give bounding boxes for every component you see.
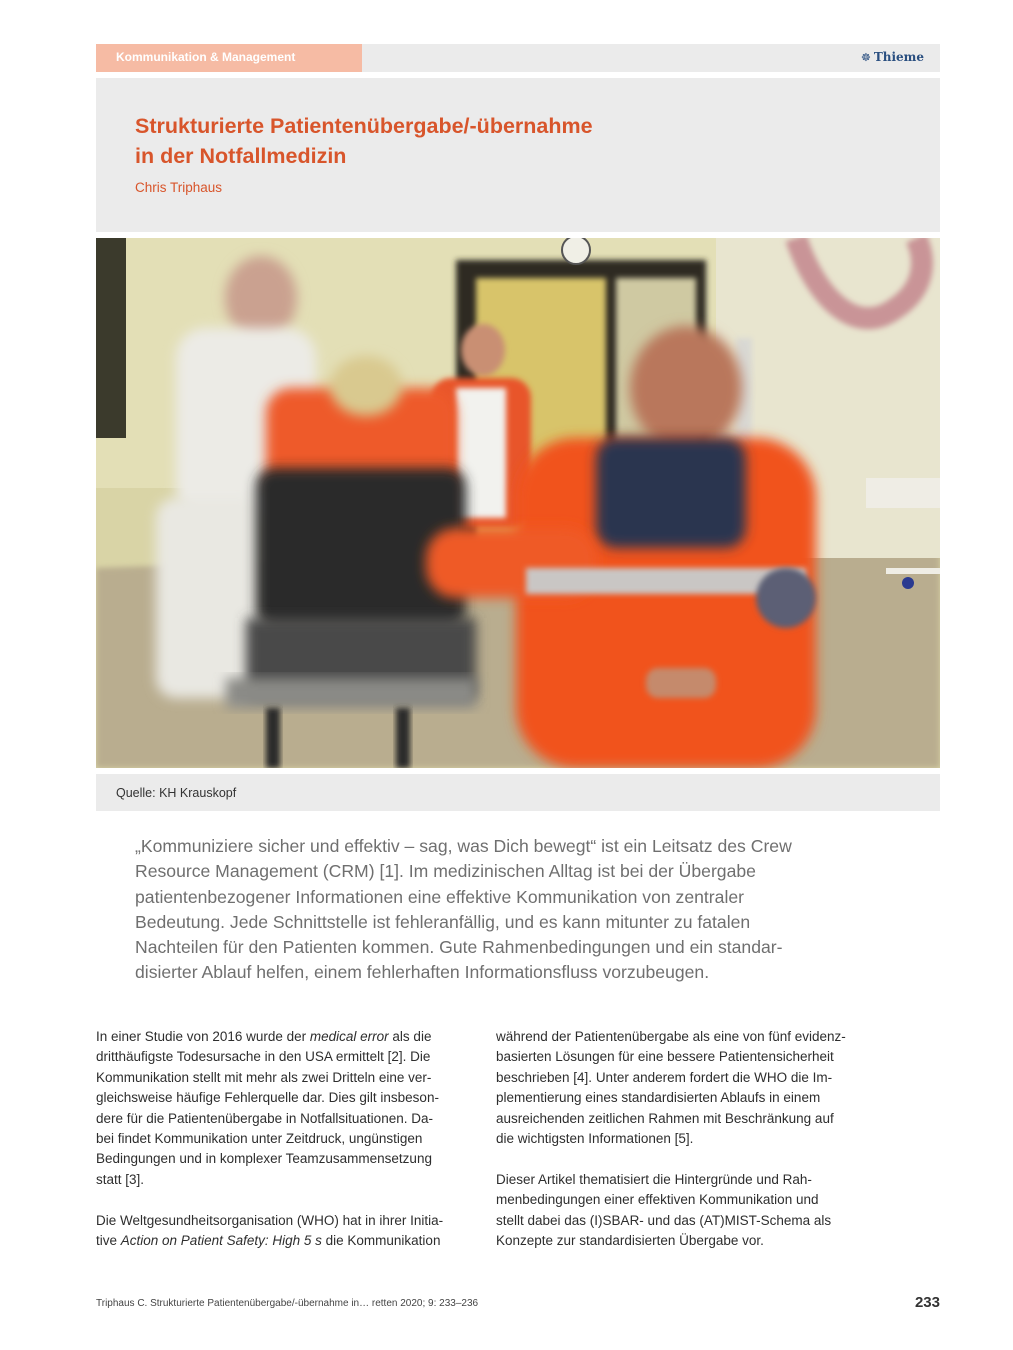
article-author: Chris Triphaus: [135, 180, 223, 195]
body-line: Bedingungen und in komplexer Teamzusammensetzung: [96, 1151, 432, 1167]
body-line: menbedingungen einer effektiven Kommunikation und: [496, 1192, 819, 1208]
body-line: tive Action on Patient Safety: High 5 s die Kommunikation: [96, 1233, 441, 1249]
body-column-left: [96, 1027, 458, 1251]
lead-paragraph: [135, 834, 835, 986]
publisher-logo: [861, 50, 924, 64]
footer-citation: Triphaus C. Strukturierte Patientenübergabe/-übernahme in… retten 2020; 9: 233–236: [96, 1298, 479, 1309]
body-line: Die Weltgesundheitsorganisation (WHO) hat in ihrer Initia-: [96, 1212, 444, 1228]
emphasis-text: medical error: [309, 1029, 389, 1044]
body-line: plementierung eines standardisierten Ablaufs in einem: [496, 1090, 821, 1106]
emphasis-text: Action on Patient Safety: High 5 s: [120, 1233, 322, 1249]
lead-line: Bedeutung. Jede Schnittstelle ist fehleranfällig, und es kann mitunter zu fatalen: [135, 911, 751, 932]
paragraph-gap: [496, 1149, 858, 1169]
body-line: gleichsweise häufige Fehlerquelle dar. Dies gilt insbeson-: [96, 1090, 439, 1106]
title-box: [96, 78, 940, 232]
lead-line: patientenbezogener Informationen eine effektive Kommunikation von zentraler: [135, 886, 744, 907]
section-header-bar: [96, 44, 940, 72]
lead-line: Nachteilen für den Patienten kommen. Gute Rahmenbedingungen und ein standar-: [135, 937, 783, 958]
lead-line: Resource Management (CRM) [1]. Im medizinischen Alltag ist bei der Übergabe: [135, 861, 756, 882]
body-line: Dieser Artikel thematisiert die Hintergründe und Rah-: [496, 1171, 812, 1187]
body-line: stellt dabei das (I)SBAR- und das (AT)MIST-Schema als: [496, 1212, 832, 1228]
article-photo: [96, 238, 940, 768]
body-line: Kommunikation stellt mit mehr als zwei Dritteln eine ver-: [96, 1069, 432, 1085]
caption-bar: [96, 774, 940, 811]
lead-line: disierter Ablauf helfen, einem fehlerhaften Informationsfluss vorzubeugen.: [135, 962, 710, 983]
body-line: beschrieben [4]. Unter anderem fordert die WHO die Im-: [496, 1069, 833, 1085]
article-title: [135, 111, 775, 171]
thieme-emblem-icon: ☸: [860, 51, 871, 64]
article-title-line: Strukturierte Patientenübergabe/-übernahme: [135, 114, 593, 138]
body-line: bei findet Kommunikation unter Zeitdruck, ungünstigen: [96, 1131, 423, 1147]
body-line: ausreichenden zeitlichen Rahmen mit Beschränkung auf: [496, 1110, 834, 1126]
body-line: In einer Studie von 2016 wurde der medical error als die: [96, 1029, 432, 1044]
photo-illustration: [96, 238, 940, 768]
lead-line: „Kommuniziere sicher und effektiv – sag, was Dich bewegt“ ist ein Leitsatz des Crew: [135, 836, 792, 856]
body-line: basierten Lösungen für eine bessere Patientensicherheit: [496, 1049, 834, 1065]
paragraph-gap: [96, 1190, 458, 1210]
body-line: die wichtigsten Informationen [5].: [496, 1131, 694, 1147]
page-number: 233: [914, 1294, 940, 1311]
publisher-name: Thieme: [873, 50, 924, 64]
body-line: Konzepte zur standardisierten Übergabe vor.: [496, 1233, 764, 1249]
body-line: während der Patientenübergabe als eine von fünf evidenz-: [496, 1029, 846, 1044]
article-title-line: in der Notfallmedizin: [135, 144, 347, 168]
body-line: dritthäufigste Todesursache in den USA ermittelt [2]. Die: [96, 1049, 431, 1065]
body-line: statt [3].: [96, 1171, 145, 1187]
photo-caption: Quelle: KH Krauskopf: [116, 786, 237, 800]
body-column-right: [496, 1027, 858, 1251]
section-label: Kommunikation & Management: [96, 44, 362, 72]
body-line: dere für die Patientenübergabe in Notfallsituationen. Da-: [96, 1110, 433, 1126]
